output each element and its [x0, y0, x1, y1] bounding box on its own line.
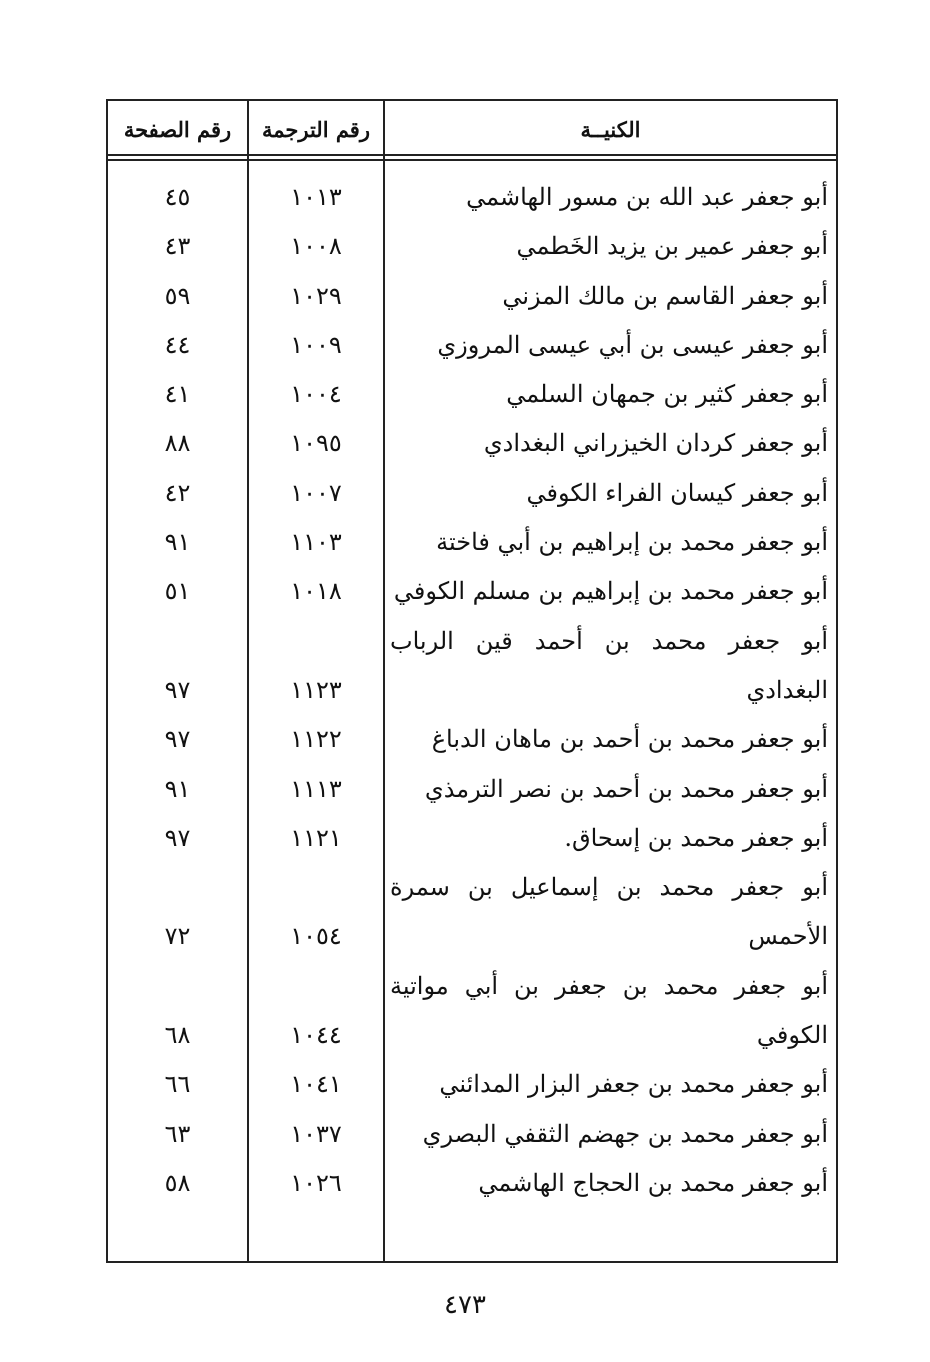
page-number-cell: ٤٤ [164, 330, 191, 359]
kunya-cell: أبو جعفر محمد بن إسحاق. [564, 823, 828, 852]
kunya-cell: أبو جعفر كردان الخيزراني البغدادي [483, 429, 828, 458]
page-number-cell: ٦٦ [164, 1070, 191, 1099]
table-row [108, 1159, 836, 1208]
page-number-cell: ٤١ [164, 380, 191, 409]
table-row [108, 567, 836, 616]
header-page-number: رقم الصفحة [123, 117, 232, 142]
tarjama-number-cell: ١١٢٣ [290, 675, 342, 704]
kunya-cell: أبو جعفر محمد بن الحجاج الهاشمي [478, 1168, 828, 1197]
tarjama-number-cell: ١٠٢٩ [290, 281, 342, 310]
table-row [108, 419, 836, 468]
tarjama-number-cell: ١٠٤٤ [290, 1021, 342, 1050]
tarjama-number-cell: ١٠٤١ [290, 1070, 342, 1099]
table-row [108, 617, 836, 716]
kunya-cell: أبو جعفر عيسى بن أبي عيسى المروزي [437, 330, 828, 359]
tarjama-number-cell: ١٠٠٤ [290, 380, 342, 409]
table-row [108, 814, 836, 863]
kunya-cell: أبو جعفر محمد بن جعفر البزار المدائني [439, 1070, 828, 1099]
table-row [108, 715, 836, 764]
index-table [106, 99, 838, 1263]
page-number-cell: ٦٣ [164, 1119, 191, 1148]
page-number-cell: ٩١ [164, 774, 191, 803]
page-number-cell: ٩٧ [164, 725, 191, 754]
kunya-cell: أبو جعفر القاسم بن مالك المزني [502, 281, 828, 310]
table-row [108, 321, 836, 370]
header-rule [108, 159, 836, 161]
tarjama-number-cell: ١٠٠٨ [290, 232, 342, 261]
header-rule [108, 154, 836, 156]
page-number-cell: ٥٩ [164, 281, 191, 310]
page-number-cell: ٦٨ [164, 1021, 191, 1050]
kunya-cell: أبو جعفر محمد بن أحمد قين الرباب البغدادي [390, 626, 828, 704]
kunya-cell: أبو جعفر عمير بن يزيد الخَطمي [516, 232, 828, 261]
tarjama-number-cell: ١٠٠٩ [290, 330, 342, 359]
tarjama-number-cell: ١١٠٣ [290, 528, 342, 557]
table-row [108, 370, 836, 419]
header-tarjama-number: رقم الترجمة [261, 117, 370, 142]
page-number-cell: ٩١ [164, 528, 191, 557]
kunya-cell: أبو جعفر محمد بن أحمد بن ماهان الدباغ [431, 725, 828, 754]
table-row [108, 222, 836, 271]
tarjama-number-cell: ١٠٠٧ [290, 478, 342, 507]
tarjama-number-cell: ١٠١٣ [290, 183, 342, 211]
page-number-cell: ٥١ [164, 577, 191, 606]
tarjama-number-cell: ١١٢٢ [290, 725, 342, 754]
tarjama-number-cell: ١١٢١ [290, 823, 342, 852]
table-row [108, 469, 836, 518]
kunya-cell: أبو جعفر كثير بن جمهان السلمي [506, 380, 828, 409]
page-number-cell: ٤٣ [164, 232, 191, 261]
kunya-cell: أبو جعفر محمد بن جعفر بن أبي مواتية الكوفي [390, 971, 828, 1050]
tarjama-number-cell: ١٠١٨ [290, 577, 342, 606]
table-row [108, 863, 836, 962]
table-row [108, 1060, 836, 1109]
table-row [108, 1110, 836, 1159]
tarjama-number-cell: ١٠٣٧ [290, 1119, 342, 1148]
table-row [108, 765, 836, 814]
header-kunya: الكنيــة [580, 117, 641, 142]
kunya-cell: أبو جعفر محمد بن جهضم الثقفي البصري [422, 1119, 828, 1148]
kunya-cell: أبو جعفر محمد بن إبراهيم بن مسلم الكوفي [393, 577, 828, 606]
page-number-cell: ٩٧ [164, 823, 191, 852]
page-number-cell: ٩٧ [164, 675, 191, 704]
page-number-cell: ٥٨ [164, 1168, 191, 1197]
tarjama-number-cell: ١٠٥٤ [290, 922, 342, 951]
page-number: ٤٧٣ [444, 1290, 486, 1320]
kunya-cell: أبو جعفر كيسان الفراء الكوفي [526, 478, 828, 507]
tarjama-number-cell: ١٠٩٥ [290, 429, 342, 458]
kunya-cell: أبو جعفر محمد بن إبراهيم بن أبي فاختة [436, 528, 828, 557]
table-row [108, 962, 836, 1061]
kunya-cell: أبو جعفر محمد بن إسماعيل بن سمرة الأحمس [390, 873, 828, 951]
table-row [108, 173, 836, 222]
table-body [108, 173, 836, 1208]
tarjama-number-cell: ١١١٣ [290, 774, 342, 803]
page-number-cell: ٤٥ [164, 183, 191, 211]
kunya-cell: أبو جعفر عبد الله بن مسور الهاشمي [466, 183, 828, 211]
tarjama-number-cell: ١٠٢٦ [290, 1168, 342, 1197]
table-row [108, 272, 836, 321]
page-number-cell: ٨٨ [164, 429, 191, 458]
table-row [108, 518, 836, 567]
page-number-cell: ٧٢ [164, 922, 191, 951]
kunya-cell: أبو جعفر محمد بن أحمد بن نصر الترمذي [424, 774, 828, 803]
page-number-cell: ٤٢ [164, 478, 191, 507]
